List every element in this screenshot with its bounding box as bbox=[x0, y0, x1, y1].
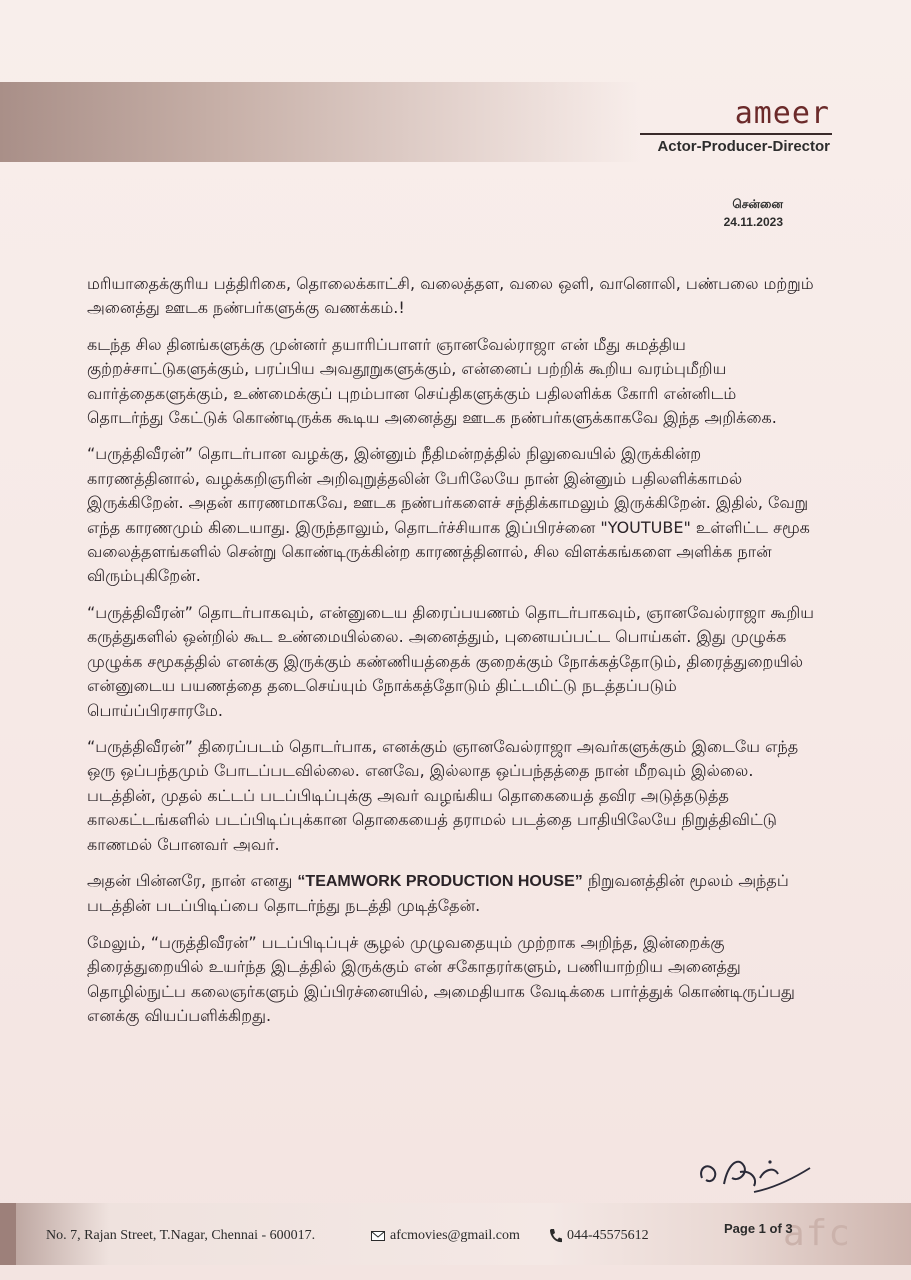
signature-image bbox=[694, 1148, 814, 1198]
page-indicator: Page 1 of 3 bbox=[724, 1221, 793, 1236]
production-text-pre: அதன் பின்னரே, நான் எனது bbox=[87, 870, 298, 890]
letter-body bbox=[87, 272, 817, 1040]
paragraph-case-status: “பருத்திவீரன்” தொடர்பான வழக்கு, இன்னும் நீதிமன்றத்தில் நிலுவையில் இருக்கின்ற காரணத்தினால், வழக்கறிஞரின் அறிவுறுத்தலின் பேரிலேயே நான் இன்னும் பதிலளிக்காமல் இருக்கிறேன். அதன் காரணமாகவே, ஊடக நண்பர்களைச் சந்திக்காமலும் இருக்கிறேன். இதில், வேறு எந்த காரணமும் கிடையாது. இருந்தாலும், தொடர்ச்சியாக இப்பிரச்னை "YOUTUBE" உள்ளிட்ட சமூக வலைத்தளங்களில் சென்று கொண்டிருக்கின்ற காரணத்தினால், சில விளக்கங்களை அளிக்க நான் விரும்புகிறேன். bbox=[87, 444, 810, 586]
mail-icon bbox=[371, 1231, 385, 1241]
letterhead-rule bbox=[640, 133, 832, 135]
paragraph-production bbox=[87, 869, 817, 919]
phone-icon bbox=[548, 1228, 562, 1244]
footer-address: No. 7, Rajan Street, T.Nagar, Chennai - 600017. bbox=[46, 1228, 316, 1243]
footer-phone: 044-45575612 bbox=[567, 1228, 649, 1243]
footer-accent-bar bbox=[0, 1203, 16, 1265]
letterhead-brand: ameer bbox=[734, 96, 830, 131]
place: சென்னை bbox=[732, 197, 783, 211]
production-text-post: நிறுவனத்தின் மூலம் அந்தப் படத்தின் படப்பிடிப்பை தொடர்ந்து நடத்தி முடித்தேன். bbox=[87, 870, 789, 916]
company-logo: afc bbox=[783, 1213, 852, 1254]
company-name: “TEAMWORK PRODUCTION HOUSE” bbox=[297, 872, 583, 890]
paragraph-agreement: “பருத்திவீரன்” திரைப்படம் தொடர்பாக, எனக்கும் ஞானவேல்ராஜா அவர்களுக்கும் இடையே எந்த ஒரு ஒப்பந்தமும் போடப்படவில்லை. எனவே, இல்லாத ஒப்பந்தத்தை நான் மீறவும் இல்லை. படத்தின், முதல் கட்டப் படப்பிடிப்புக்கு அவர் வழங்கிய தொகையைத் தவிர அடுத்தடுத்த காலகட்டங்களில் படப்பிடிப்புக்கான தொகையைத் தராமல் படத்தை பாதியிலேயே நிறுத்திவிட்டு காணமல் போனவர் அவர். bbox=[87, 736, 799, 854]
place-date-block bbox=[600, 195, 783, 231]
letterhead-subtitle: Actor-Producer-Director bbox=[657, 138, 830, 155]
header-band bbox=[0, 82, 640, 162]
paragraph-denial: “பருத்திவீரன்” தொடர்பாகவும், என்னுடைய திரைப்பயணம் தொடர்பாகவும், ஞானவேல்ராஜா கூறிய கருத்துகளில் ஒன்றில் கூட உண்மையில்லை. அனைத்தும், புனையப்பட்ட பொய்கள். இது முழுக்க முழுக்க சமூகத்தில் எனக்கு இருக்கும் கண்ணியத்தைக் குறைக்கும் நோக்கத்தோடும், திரைத்துறையில் என்னுடைய பயணத்தை தடைசெய்யும் நோக்கத்தோடும் திட்டமிட்டு நடத்தப்படும் பொய்ப்பிரசாரமே. bbox=[87, 602, 814, 720]
paragraph-colleagues: மேலும், “பருத்திவீரன்” படப்பிடிப்புச் சூழல் முழுவதையும் முற்றாக அறிந்த, இன்றைக்கு திரைத்துறையில் உயர்ந்த இடத்தில் இருக்கும் என் சகோதரர்களும், பணியாற்றிய அனைத்து தொழில்நுட்ப கலைஞர்களும் இப்பிரச்னையில், அமைதியாக வேடிக்கை பார்த்துக் கொண்டிருப்பது எனக்கு வியப்பளிக்கிறது. bbox=[87, 932, 795, 1025]
paragraph-greeting: மரியாதைக்குரிய பத்திரிகை, தொலைக்காட்சி, வலைத்தள, வலை ஒளி, வானொலி, பண்பலை மற்றும் அனைத்து ஊடக நண்பர்களுக்கு வணக்கம்.! bbox=[87, 274, 814, 318]
footer-email: afcmovies@gmail.com bbox=[390, 1228, 520, 1243]
paragraph-purpose: கடந்த சில தினங்களுக்கு முன்னர் தயாரிப்பாளர் ஞானவேல்ராஜா என் மீது சுமத்திய குற்றச்சாட்டுகளுக்கும், பரப்பிய அவதூறுகளுக்கும், என்னைப் பற்றிக் கூறிய வரம்புமீறிய வார்த்தைகளுக்கும், உண்மைக்குப் புறம்பான செய்திகளுக்கும் பதிலளிக்க கோரி என்னிடம் தொடர்ந்து கேட்டுக் கொண்டிருக்க கூடிய அனைத்து ஊடக நண்பர்களுக்காகவே இந்த அறிக்கை. bbox=[87, 334, 777, 428]
date: 24.11.2023 bbox=[723, 215, 783, 229]
